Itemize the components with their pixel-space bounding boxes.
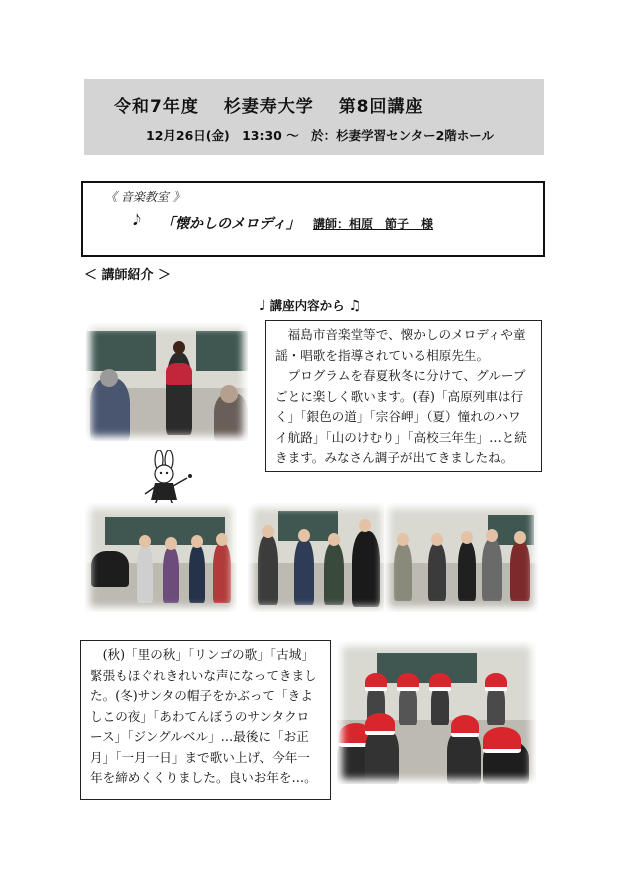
singing-group-photo-1 bbox=[85, 503, 237, 612]
santa-hat-singing-photo bbox=[337, 641, 536, 784]
music-notes-icon: ♫ bbox=[348, 298, 362, 314]
program-paragraph: プログラムを春夏秋冬に分けて、グループごとに楽しく歌います。(春)「高原列車は行く」「銀色の道」「宗谷岬」（夏）憧れのハワイ航路」「山のけむり」「高校三年生」…と続きます。みなさん調子が出てきましたね。 bbox=[275, 368, 527, 465]
course-content-label bbox=[255, 296, 365, 314]
rabbit-conductor-illustration bbox=[135, 450, 197, 506]
intro-text-box bbox=[265, 320, 542, 472]
session-number: 第8回講座 bbox=[338, 97, 424, 117]
fiscal-year: 令和7年度 bbox=[114, 97, 199, 117]
event-date: 12月26日(金) bbox=[146, 128, 230, 143]
teacher-intro-label: ＜ 講師紹介 ＞ bbox=[84, 268, 172, 283]
course-category: 《 音楽教室 》 bbox=[105, 190, 185, 204]
music-note-icon: ♩ bbox=[259, 298, 266, 314]
autumn-winter-paragraph: (秋)「里の秋」「リンゴの歌」「古城」緊張もほぐれきれいな声になってきました。(冬)サンタの帽子をかぶって「きよしこの夜」「あわてんぼうのサンタクロース」「ジングルベル」…最後に「お正月」「一月一日」まで歌い上げ、今年一年を締めくくりました。良いお年を…。 bbox=[90, 647, 317, 785]
singing-group-photo-3 bbox=[384, 503, 538, 612]
event-time: 13:30 ～ bbox=[242, 128, 299, 143]
music-note-icon: 𝅘𝅥𝅮 bbox=[133, 211, 141, 229]
course-box bbox=[81, 181, 545, 257]
intro-paragraph: 福島市音楽堂等で、懐かしのメロディや童謡・唱歌を指導されている相原先生。 bbox=[275, 327, 526, 363]
season-text-box bbox=[80, 640, 331, 800]
singing-group-photo-2 bbox=[248, 503, 387, 612]
teacher-photo bbox=[86, 323, 248, 441]
page-title bbox=[114, 92, 442, 117]
header-banner bbox=[84, 79, 544, 155]
course-title: 「懐かしのメロディ」 bbox=[161, 216, 300, 232]
course-content-text: 講座内容から bbox=[269, 298, 345, 313]
event-venue: 於：杉妻学習センター2階ホール bbox=[311, 128, 495, 143]
course-teacher: 講師：相原 節子 様 bbox=[313, 217, 434, 231]
university-name: 杉妻寿大学 bbox=[223, 97, 314, 117]
event-datetime bbox=[146, 126, 502, 144]
